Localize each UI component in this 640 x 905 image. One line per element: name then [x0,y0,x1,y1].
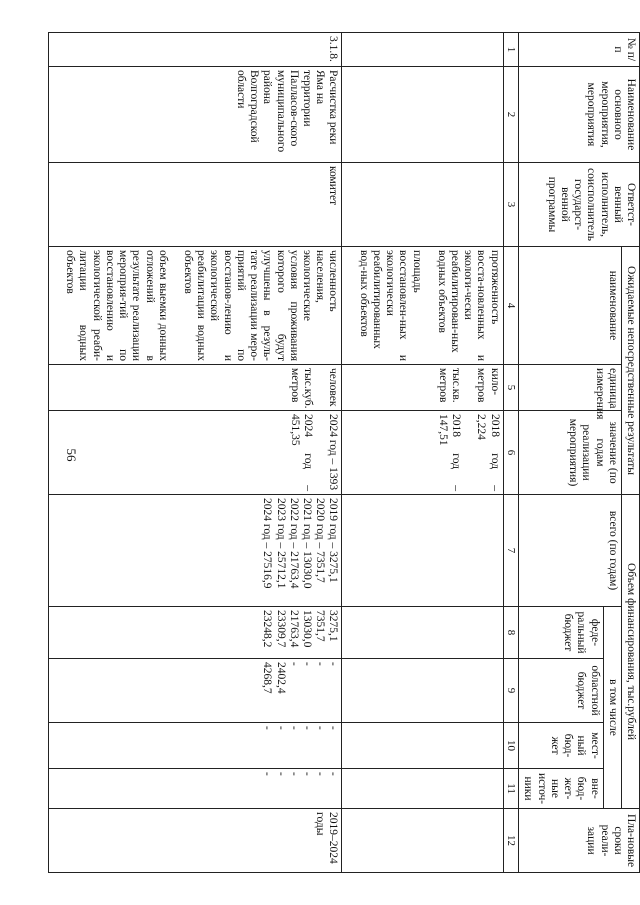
result-unit-item: тыс.кв. метров [436,368,463,403]
offbudget-sources-item: - [261,772,274,776]
financing-total-item: 2019 год – 3275,1 [327,498,340,583]
regional-budget-item: - [287,662,300,666]
result-value [342,411,503,495]
federal-budget [342,607,503,659]
result-value-item: 2018 год – 147,51 [436,414,463,492]
financing-total-item: 2021 год – 13030,0 [300,498,313,589]
offbudget-sources-item: - [314,772,327,776]
header-result-value: значение (по годам реализации мероприятия) [519,411,622,495]
local-budget-item: - [274,726,287,730]
federal-budget-item: 3275,1 [327,610,340,642]
column-number: 5 [503,365,519,411]
table-row [49,33,342,873]
regional-budget-item: - [300,662,313,666]
financing-total-item: 2023 год – 25712,1 [274,498,287,589]
federal-budget-item: 13030,0 [300,610,313,648]
financing-total-item: 2024 год – 27516,9 [261,498,274,589]
local-budget-item: - [287,726,300,730]
regional-budget-item: - [314,662,327,666]
regional-budget [342,659,503,723]
local-budget-item: - [327,726,340,730]
regional-budget-item: 4268,7 [261,662,274,694]
federal-budget-item: 21763,4 [287,610,300,648]
federal-budget [49,607,342,659]
column-number: 12 [503,809,519,873]
column-number: 4 [503,247,519,365]
regional-budget [49,659,342,723]
implementation-period [342,809,503,873]
local-budget-item: - [261,726,274,730]
financing-total-item: 2020 год – 7351,7 [314,498,327,583]
financing-table [48,32,640,873]
responsible-executor [342,163,503,247]
offbudget-sources [49,769,342,809]
header-offbudget-sources: вне-бюд-жет-ные источ-ники [519,769,603,809]
result-value [49,411,342,495]
column-number: 9 [503,659,519,723]
table-row [342,33,503,873]
header-results-group: Ожидаемые непосредственные результаты [621,247,639,495]
offbudget-sources-item: - [300,772,313,776]
header-financing-group: Объем финансирования, тыс.рублей [621,495,639,809]
local-budget [342,723,503,769]
header-num: № п/п [519,33,640,67]
offbudget-sources-item: - [287,772,300,776]
column-number: 11 [503,769,519,809]
page-number: 56 [64,448,79,462]
result-name [342,247,503,365]
responsible-executor: комитет [49,163,342,247]
result-unit [49,365,342,411]
column-number: 10 [503,723,519,769]
offbudget-sources-item: - [327,772,340,776]
activity-name [342,67,503,163]
local-budget-item: - [314,726,327,730]
result-value-item: 2024 год – 1393 [327,414,340,491]
federal-budget-item: 7351,7 [314,610,327,642]
header-financing-including: в том числе [603,607,621,809]
header-name: Наименование основного мероприятия, мероприятия [519,67,640,163]
activity-name: Расчистка реки Яма на территории Палласов-ского муниципального района Волгоградской области [49,67,342,163]
result-value-item: 2024 год – 451,35 [288,414,315,492]
financing-total [49,495,342,607]
result-name-item: площадь восстановлен-ных и экологически реабилитированных вод-ных объектов [357,250,423,361]
header-result-name: наименование [519,247,622,365]
table-body [49,33,504,873]
column-number: 8 [503,607,519,659]
result-name-item: численность населения, экологические условия проживания которого будут улучшены в резуль-тате реализации меро-приятий по восстанов-лению и экологической реабилитации водных объектов [182,250,340,361]
row-number: 3.1.8. [49,33,342,67]
column-number-row [503,33,519,873]
result-name-item: протяженность восста-новленных и экологи-чески реабилитирован-ных водных объектов [435,250,501,361]
financing-table-sheet [50,32,640,872]
header-financing-total: всего (по годам) [519,495,622,607]
column-number: 2 [503,67,519,163]
header-regional-budget: областной бюджет [519,659,603,723]
result-name [49,247,342,365]
federal-budget-item: 23248,2 [261,610,274,648]
result-unit [342,365,503,411]
offbudget-sources [342,769,503,809]
local-budget-item: - [300,726,313,730]
header-executor: Ответст-венный исполнитель, соисполнитель государст-венной программы [519,163,640,247]
financing-total-item: 2022 год – 21763,4 [287,498,300,589]
financing-total [342,495,503,607]
result-unit-item: тыс.куб. метров [288,368,315,409]
column-number: 1 [503,33,519,67]
result-value-item: 2018 год – 2,224 [475,414,501,492]
column-number: 6 [503,411,519,495]
offbudget-sources-item: - [274,772,287,776]
result-unit-item: человек [327,368,340,407]
local-budget [49,723,342,769]
column-number: 7 [503,495,519,607]
result-name-item: объем выемки донных отложений в результате реализации мероприя-тий по восстановлению и экологической реаби-литации водных объектов [64,250,169,361]
result-unit-item: кило-метров [475,368,501,403]
header-local-budget: мест-ный бюд-жет [519,723,603,769]
row-number [342,33,503,67]
implementation-period: 2019–2024 годы [49,809,342,873]
header-result-unit: единица измерения [519,365,622,411]
header-period: Пла-новые сроки реали-зации [519,809,640,873]
regional-budget-item: - [327,662,340,666]
federal-budget-item: 23309,7 [274,610,287,648]
column-number: 3 [503,163,519,247]
header-federal-budget: феде-ральный бюджет [519,607,603,659]
regional-budget-item: 2402,4 [274,662,287,694]
